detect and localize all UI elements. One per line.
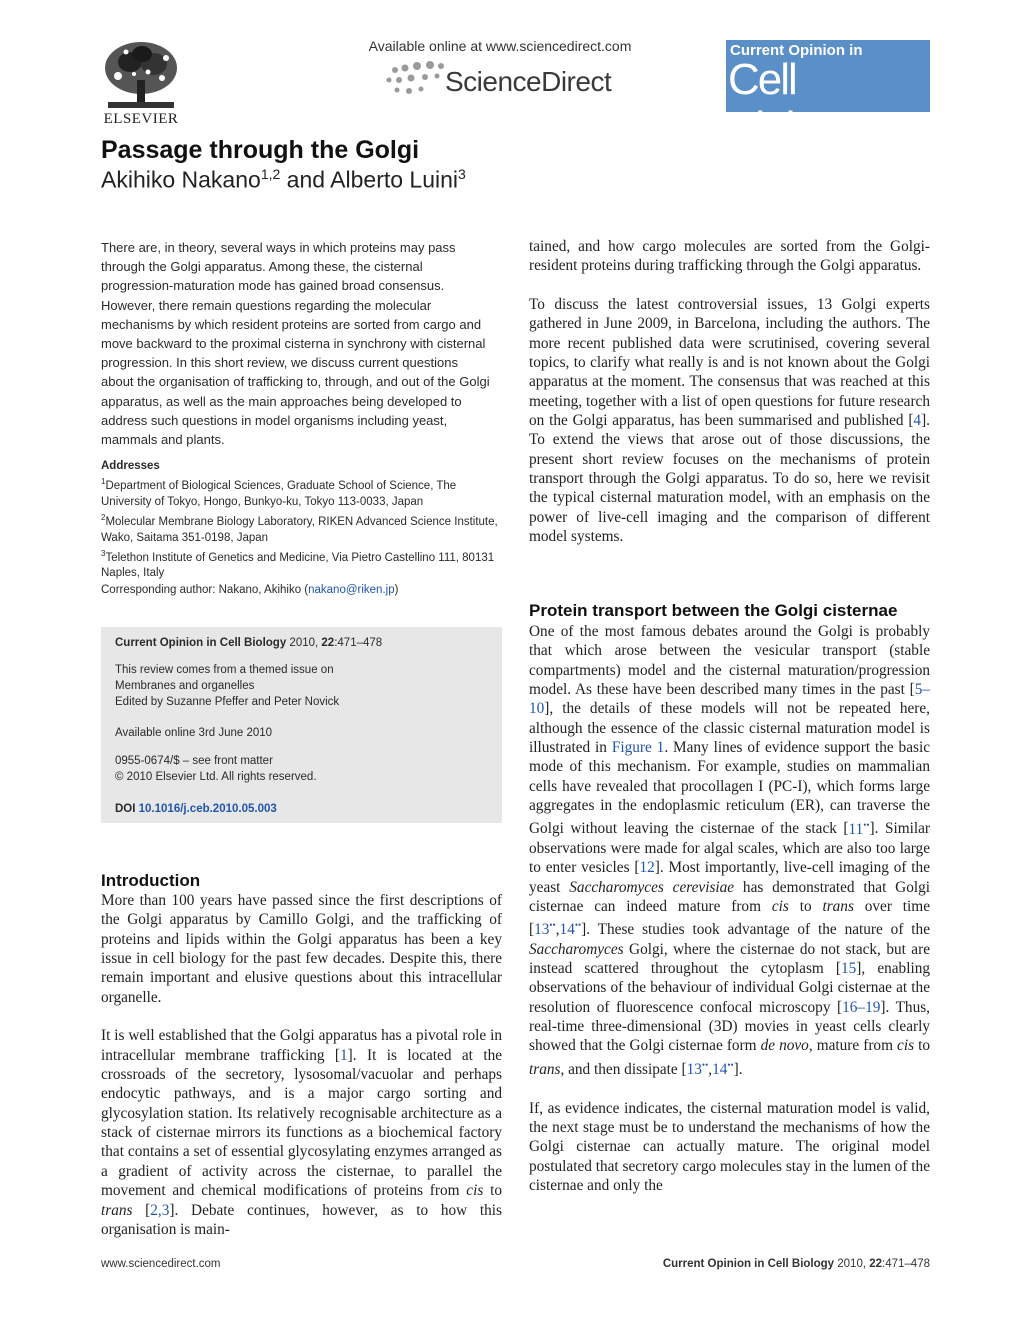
journal-logo-top: Current Opinion in <box>730 42 863 59</box>
info-copyright: © 2010 Elsevier Ltd. All rights reserved. <box>115 771 317 783</box>
footer-citation <box>663 1258 930 1270</box>
sciencedirect-logo <box>385 58 625 100</box>
elsevier-wordmark: ELSEVIER <box>103 111 179 127</box>
intro-paragraph-1: More than 100 years have passed since the first descriptions of the Golgi apparatus by Camillo Golgi, and the trafficking of proteins and lipids within the Golgi apparatus has been a key issue in cell biology for the past few decades. Despite this, there remain important and elusive questions about this intracellular organelle. <box>101 892 502 1006</box>
intro-paragraph-2: It is well established that the Golgi apparatus has a pivotal role in intracellular membrane trafficking [1]. It is located at the crossroads of the secretory, lysosomal/vacuolar and perhaps endocytic pathways, and is a major cargo sorting and glycosylation station. Its relatively recognisable architecture as a stack of cisternae mirrors its functions as a biochemical factory that contains a set of essential glycosylating enzymes arranged as a gradient of activity across the cisternae, to parallel the movement and chemical modifications of proteins from cis to trans [2,3]. Debate continues, however, as to how this organisation is main- <box>101 1027 503 1238</box>
sciencedirect-dots-icon <box>385 60 447 98</box>
address-3 <box>101 546 501 582</box>
info-doi <box>115 801 495 817</box>
address-1 <box>101 474 501 510</box>
author-1: Akihiko Nakano <box>101 166 261 193</box>
sciencedirect-wordmark: ScienceDirect <box>445 66 612 97</box>
email-link[interactable]: nakano@riken.jp <box>308 584 395 596</box>
author-2: and Alberto Luini <box>280 166 459 193</box>
corresponding-close: ) <box>394 584 399 596</box>
elsevier-tree-icon <box>100 40 182 110</box>
footer-pages: :471–478 <box>882 1258 930 1270</box>
right-paragraph-4: If, as evidence indicates, the cisternal maturation model is valid, the next stage must be to understand the mechanisms of how the Golgi cisternae can actually mature. The original model postulated that secretory cargo molecules stay in the lumen of the cisternae and only the <box>529 1099 930 1194</box>
ref-link[interactable]: 4 <box>913 412 922 430</box>
info-pages: :471–478 <box>334 637 383 649</box>
section-heading-introduction: Introduction <box>101 871 201 890</box>
info-themed <box>115 662 495 710</box>
article-title: Passage through the Golgi <box>101 136 420 164</box>
recommended-ref-marker: •• <box>549 920 556 931</box>
right-column-bottom <box>529 622 930 1195</box>
info-themed-3: Edited by Suzanne Pfeffer and Peter Novick <box>115 696 340 708</box>
ref-link[interactable]: 5–10 <box>529 681 930 718</box>
footer-volume: 22 <box>869 1258 883 1270</box>
ref-link[interactable]: 1 <box>340 1046 348 1064</box>
info-volume: 22 <box>321 637 335 649</box>
ref-link[interactable]: 16–19 <box>842 998 881 1016</box>
info-rights <box>115 753 495 785</box>
right-paragraph-3: One of the most famous debates around the Golgi is probably that which arose between the vesicular transport (stable compartments) model and the cisternal maturation/progression model. As these have been described many times in the past [5–10], the details of these models will not be repeated here, although the essence of the classic cisternal maturation model is illustrated in Figure 1. Many lines of evidence support the basic mode of this mechanism. For example, studies on mammalian cells have revealed that procollagen I (PC-I), which forms large aggregates in the endoplasmic reticulum (ER), can traverse the Golgi without leaving the cisternae of the stack [11••]. Similar observations were made for algal scales, which are also too large to enter vesicles [12]. Most importantly, live-cell imaging of the yeast Saccharomyces cerevisiae has demonstrated that Golgi cisternae can indeed mature from cis to trans over time [13••,14••]. These studies took advantage of the nature of the Saccharomyces Golgi, where the cisternae do not stack, but are instead scattered throughout the cytoplasm [15], enabling observations of the behaviour of individual Golgi cisternae at the resolution of fluorescence confocal microscopy [16–19]. Thus, real-time three-dimensional (3D) movies in yeast cells clearly showed that the Golgi cisternae form de novo, mature from cis to trans, and then dissipate [13••,14••]. <box>529 623 930 1078</box>
ref-link[interactable]: 11•• <box>848 819 870 838</box>
article-authors <box>101 166 466 194</box>
info-citation <box>115 635 495 651</box>
recommended-ref-marker: •• <box>574 920 582 931</box>
ref-link[interactable]: 2,3 <box>150 1201 170 1219</box>
footer-year: 2010, <box>834 1258 870 1270</box>
info-year: 2010, <box>286 637 322 649</box>
recommended-ref-marker: •• <box>863 819 870 830</box>
footer-journal: Current Opinion in Cell Biology <box>662 1258 835 1270</box>
address-1-num: 1 <box>101 477 106 486</box>
address-2 <box>101 510 501 546</box>
addresses <box>101 458 501 581</box>
introduction-body <box>101 891 502 1239</box>
address-1-text: Department of Biological Sciences, Graduate School of Science, The University of Tokyo, Hongo, Bunkyo-ku, Tokyo 113-0033, Japan <box>101 479 457 508</box>
journal-logo-bottom: Cell Biology <box>728 55 859 153</box>
info-journal: Current Opinion in Cell Biology <box>115 637 287 649</box>
journal-logo <box>726 40 930 153</box>
ref-link[interactable]: 14•• <box>559 920 582 939</box>
ref-link[interactable]: 12 <box>639 859 655 877</box>
right-paragraph-2: To discuss the latest controversial issues, 13 Golgi experts gathered in June 2009, in Barcelona, including the authors. The more recent published data were scrutinised, covering several topics, to clarify what really is and is not known about the Golgi apparatus at the moment. The consensus that was reached at this meeting, together with a list of open questions for future research on the Golgi apparatus, has been summarised and published [4]. To extend the views that arose out of those discussions, the present short review focuses on the mechanisms of protein transport through the Golgi apparatus. To do so, here we revisit the typical cisternal maturation model, with an emphasis on the power of live-cell imaging and the comparison of different model systems. <box>529 296 930 546</box>
info-box <box>101 627 502 823</box>
ref-link[interactable]: 13•• <box>686 1059 709 1078</box>
available-online-text: Available online at www.sciencedirect.com <box>368 38 632 54</box>
section-heading-protein-transport: Protein transport between the Golgi cisternae <box>529 601 898 620</box>
abstract: There are, in theory, several ways in which proteins may pass through the Golgi apparatus. Among these, the cisternal progression-maturation mode has gained broad consensus. However, there remain questions regarding the molecular mechanisms by which resident proteins are sorted from cargo and move backward to the proximal cisterna in synchrony with cisternal progression. In this short review, we discuss current questions about the organisation of trafficking to, through, and out of the Golgi apparatus, as well as the main approaches being developed to address such questions in model organisms including yeast, mammals and plants. <box>101 240 490 448</box>
corresponding-label: Corresponding author: Nakano, Akihiko ( <box>101 584 309 596</box>
corresponding-author <box>101 584 501 596</box>
doi-label: DOI <box>115 803 139 815</box>
recommended-ref-marker: •• <box>701 1059 709 1070</box>
author-2-affil: 3 <box>458 166 466 182</box>
address-3-num: 3 <box>101 548 106 558</box>
ref-link[interactable]: 13•• <box>534 920 556 939</box>
info-themed-1: This review comes from a themed issue on <box>115 664 334 676</box>
address-3-text: Telethon Institute of Genetics and Medicine, Via Pietro Castellino 111, 80131 Naples, Italy <box>101 551 495 580</box>
elsevier-logo <box>100 40 182 128</box>
right-paragraph-1: tained, and how cargo molecules are sorted from the Golgi-resident proteins during trafficking through the Golgi apparatus. <box>529 238 930 275</box>
author-1-affil: 1,2 <box>260 166 281 182</box>
figure-link[interactable]: Figure 1 <box>611 739 665 757</box>
doi-link[interactable]: 10.1016/j.ceb.2010.05.003 <box>138 803 277 815</box>
addresses-heading: Addresses <box>101 460 160 472</box>
ref-link[interactable]: 14•• <box>712 1059 734 1078</box>
address-2-text: Molecular Membrane Biology Laboratory, RIKEN Advanced Science Institute, Wako, Saitama 351-0198, Japan <box>101 515 498 544</box>
info-available: Available online 3rd June 2010 <box>115 727 273 739</box>
recommended-ref-marker: •• <box>727 1059 734 1070</box>
info-themed-2: Membranes and organelles <box>115 680 255 692</box>
right-column-top <box>529 237 930 547</box>
info-issn: 0955-0674/$ – see front matter <box>115 755 273 767</box>
ref-link[interactable]: 15 <box>841 960 857 978</box>
address-2-num: 2 <box>101 512 106 522</box>
footer-website: www.sciencedirect.com <box>101 1258 221 1270</box>
